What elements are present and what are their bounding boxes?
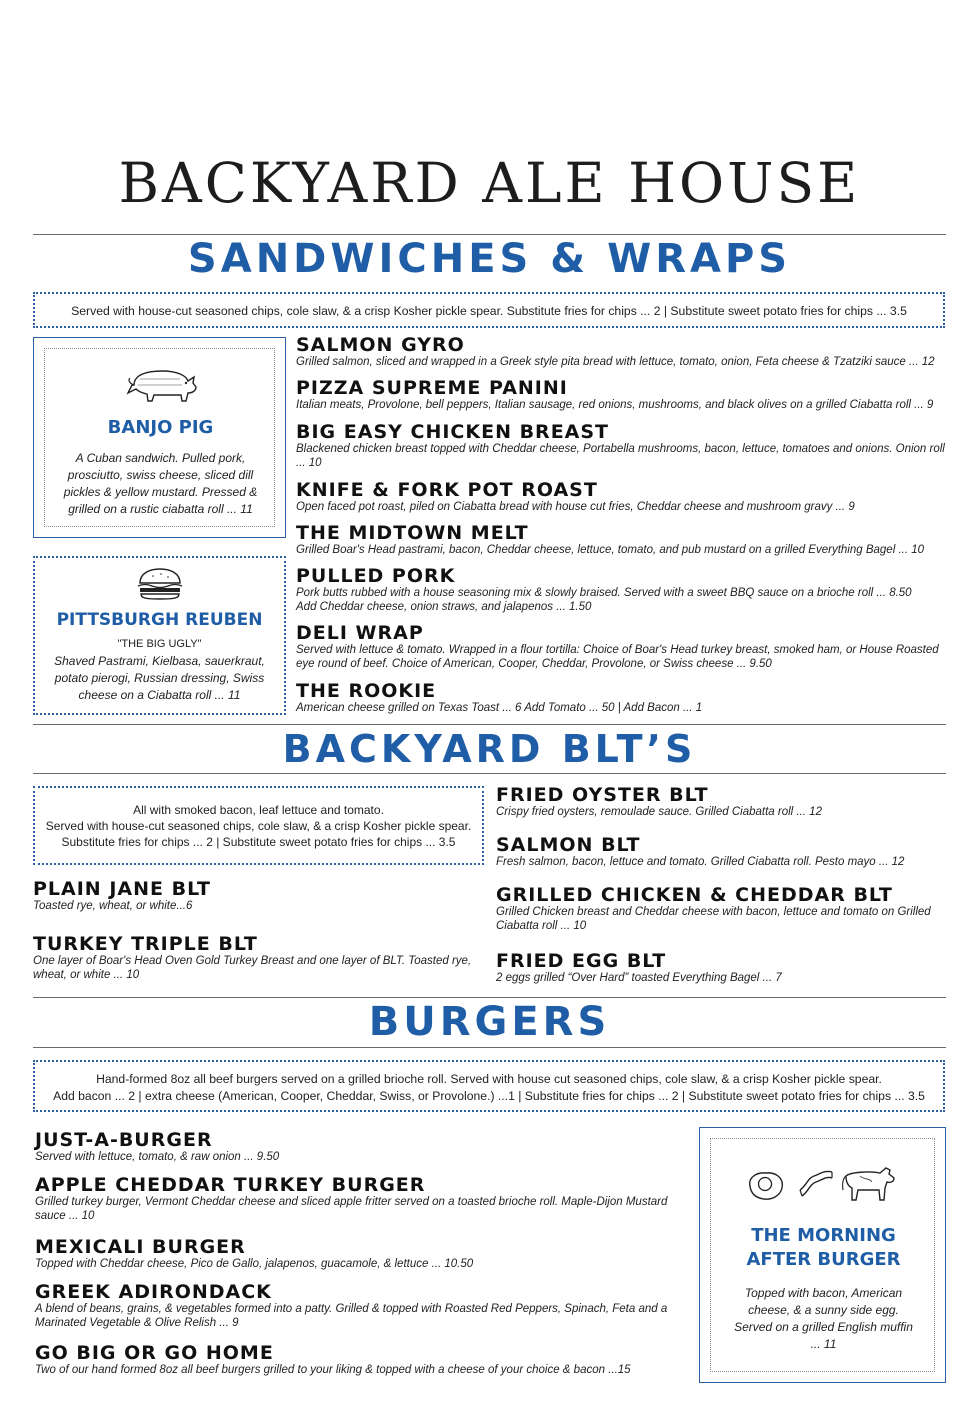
feature-description: Topped with bacon, American cheese, & a sunny side egg. Served on a grilled English muffin ... 11 xyxy=(734,1286,913,1351)
item-description: Grilled salmon, sliced and wrapped in a Greek style pita bread with lettuce, tomato, onion, Feta cheese & Tzatziki sauce ... 12 xyxy=(296,356,935,368)
pig-icon xyxy=(120,363,200,407)
list-item xyxy=(296,566,946,614)
feature-title-line: THE MORNING xyxy=(751,1225,896,1246)
list-item xyxy=(496,785,946,819)
burgers-note xyxy=(35,1071,943,1105)
item-description: Toasted rye, wheat, or white...6 xyxy=(33,900,193,912)
item-addon: Add Cheddar cheese, onion straws, and jalapenos ... 1.50 xyxy=(296,601,592,613)
list-item xyxy=(496,885,946,933)
item-description: Fresh salmon, bacon, lettuce and tomato. Grilled Ciabatta roll. Pesto mayo ... 12 xyxy=(496,856,905,868)
item-description: Blackened chicken breast topped with Cheddar cheese, Portabella mushrooms, bacon, lettuce, tomatoes and onions. Onion roll ... 10 xyxy=(296,443,945,469)
item-description: American cheese grilled on Texas Toast ... 6 Add Tomato ... 50 | Add Bacon ... 1 xyxy=(296,702,703,714)
restaurant-title: BACKYARD ALE HOUSE xyxy=(118,151,861,215)
feature-description: A Cuban sandwich. Pulled pork, prosciutto, swiss cheese, sliced dill pickles & yellow mustard. Pressed & grilled on a rustic ciabatta roll ... 11 xyxy=(63,451,258,516)
item-name: GO BIG OR GO HOME xyxy=(35,1342,274,1364)
item-description: Pork butts rubbed with a house seasoning mix & slowly braised. Served with a sweet BBQ sauce on a brioche roll ... 8.50 xyxy=(296,587,912,599)
feature-title: PITTSBURGH REUBEN xyxy=(56,610,263,630)
list-item xyxy=(35,1130,685,1164)
list-item xyxy=(296,480,946,514)
sandwiches-note: Served with house-cut seasoned chips, cole slaw, & a crisp Kosher pickle spear. Substitute fries for chips ... 2 | Substitute sweet potato fries for chips ... 3.5 xyxy=(71,304,907,318)
item-name: MEXICALI BURGER xyxy=(35,1236,246,1258)
note-line: Served with house-cut seasoned chips, cole slaw, & a crisp Kosher pickle spear. xyxy=(45,819,472,833)
item-name: DELI WRAP xyxy=(296,622,424,644)
feature-morning-after-burger xyxy=(699,1127,946,1383)
feature-title-line: AFTER BURGER xyxy=(746,1249,901,1270)
item-name: GREEK ADIRONDACK xyxy=(35,1281,272,1303)
item-name: FRIED EGG BLT xyxy=(496,950,667,972)
item-description: Open faced pot roast, piled on Ciabatta bread with house cut fries, Cheddar cheese and mushroom gravy ... 9 xyxy=(296,501,855,513)
item-name: JUST-A-BURGER xyxy=(35,1129,213,1151)
item-description: Grilled turkey burger, Vermont Cheddar cheese and sliced apple fritter served on a toasted brioche roll. Maple-Dijon Mustard sauce ... 10 xyxy=(35,1196,668,1222)
list-item xyxy=(35,1343,685,1377)
item-description: One layer of Boar's Head Oven Gold Turkey Breast and one layer of BLT. Toasted rye, wheat, or white ... 10 xyxy=(33,955,472,981)
feature-pittsburgh-reuben xyxy=(33,556,286,715)
feature-subtitle: "THE BIG UGLY" xyxy=(117,638,202,650)
item-name: THE MIDTOWN MELT xyxy=(296,522,529,544)
list-item xyxy=(296,335,946,369)
item-description: Served with lettuce, tomato, & raw onion ... 9.50 xyxy=(35,1151,280,1163)
blts-note xyxy=(35,802,482,850)
item-name: FRIED OYSTER BLT xyxy=(496,784,709,806)
list-item xyxy=(33,879,473,913)
list-item xyxy=(35,1282,685,1330)
item-description: 2 eggs grilled “Over Hard” toasted Everything Bagel ... 7 xyxy=(496,972,782,984)
item-description: Two of our hand formed 8oz all beef burgers grilled to your liking & topped with a cheese of your choice & bacon ...15 xyxy=(35,1364,631,1376)
item-name: APPLE CHEDDAR TURKEY BURGER xyxy=(35,1174,426,1196)
list-item xyxy=(496,835,946,869)
burgers-note-box xyxy=(33,1060,945,1112)
cow-icon xyxy=(840,1162,896,1204)
list-item xyxy=(35,1175,685,1223)
item-name: KNIFE & FORK POT ROAST xyxy=(296,479,598,501)
list-item xyxy=(296,378,946,412)
item-name: PLAIN JANE BLT xyxy=(33,878,211,900)
item-name: SALMON BLT xyxy=(496,834,641,856)
item-name: BIG EASY CHICKEN BREAST xyxy=(296,421,610,443)
feature-title: BANJO PIG xyxy=(107,417,214,438)
bacon-icon xyxy=(798,1168,834,1200)
feature-title xyxy=(700,1224,947,1272)
item-name: PIZZA SUPREME PANINI xyxy=(296,377,568,399)
section-divider xyxy=(33,773,946,774)
egg-icon xyxy=(746,1164,786,1204)
section-title-burgers: BURGERS xyxy=(368,999,611,1045)
feature-description: Shaved Pastrami, Kielbasa, sauerkraut, potato pierogi, Russian dressing, Swiss cheese on a Ciabatta roll ... 11 xyxy=(54,654,265,702)
item-description: Grilled Boar's Head pastrami, bacon, Cheddar cheese, lettuce, tomato, and pub mustard on a grilled Everything Bagel ... 10 xyxy=(296,544,925,556)
list-item xyxy=(33,934,473,982)
item-description: A blend of beans, grains, & vegetables formed into a patty. Grilled & topped with Roasted Red Peppers, Spinach, Feta and a Marinated Vegetable & Olive Relish ... 9 xyxy=(35,1303,668,1329)
item-name: GRILLED CHICKEN & CHEDDAR BLT xyxy=(496,884,893,906)
list-item xyxy=(35,1237,685,1271)
sandwiches-note-box xyxy=(33,292,945,328)
item-name: PULLED PORK xyxy=(296,565,456,587)
note-line: Substitute fries for chips ... 2 | Substitute sweet potato fries for chips ... 3.5 xyxy=(61,835,456,849)
item-description: Italian meats, Provolone, bell peppers, Italian sausage, red onions, mushrooms, and black olives on a grilled Ciabatta roll ... 9 xyxy=(296,399,934,411)
feature-banjo-pig xyxy=(33,337,286,538)
sandwich-icon xyxy=(135,567,185,601)
list-item xyxy=(296,681,946,715)
item-description: Served with lettuce & tomato. Wrapped in a flour tortilla: Choice of Boar's Head turkey breast, smoked ham, or House Roasted eye round of beef. Choice of American, Cooper, Cheddar, Provolone, or Swiss cheese ... 9.50 xyxy=(296,644,939,670)
note-line: Hand-formed 8oz all beef burgers served on a grilled brioche roll. Served with house cut seasoned chips, cole slaw, & a crisp Kosher pickle spear. xyxy=(96,1072,882,1086)
section-title-sandwiches: SANDWICHES & WRAPS xyxy=(187,236,792,282)
list-item xyxy=(296,523,946,557)
list-item xyxy=(496,951,946,985)
item-name: THE ROOKIE xyxy=(296,680,437,702)
section-title-blts: BACKYARD BLT’S xyxy=(282,727,697,771)
item-name: SALMON GYRO xyxy=(296,334,465,356)
list-item xyxy=(296,422,946,470)
section-divider xyxy=(33,1047,946,1048)
item-name: TURKEY TRIPLE BLT xyxy=(33,933,258,955)
note-line: Add bacon ... 2 | extra cheese (American, Cooper, Cheddar, Swiss, or Provolone.) ...1 | Substitute fries for chips ... 2 | Substitute sweet potato fries for chips ... 3.5 xyxy=(53,1089,925,1103)
item-description: Grilled Chicken breast and Cheddar cheese with bacon, lettuce and tomato on Grilled Ciabatta roll ... 10 xyxy=(496,906,931,932)
list-item xyxy=(296,623,946,671)
blts-note-box xyxy=(33,786,484,865)
item-description: Topped with Cheddar cheese, Pico de Gallo, jalapenos, guacamole, & lettuce ... 10.50 xyxy=(35,1258,474,1270)
item-description: Crispy fried oysters, remoulade sauce. Grilled Ciabatta roll ... 12 xyxy=(496,806,822,818)
note-line: All with smoked bacon, leaf lettuce and tomato. xyxy=(133,803,384,817)
